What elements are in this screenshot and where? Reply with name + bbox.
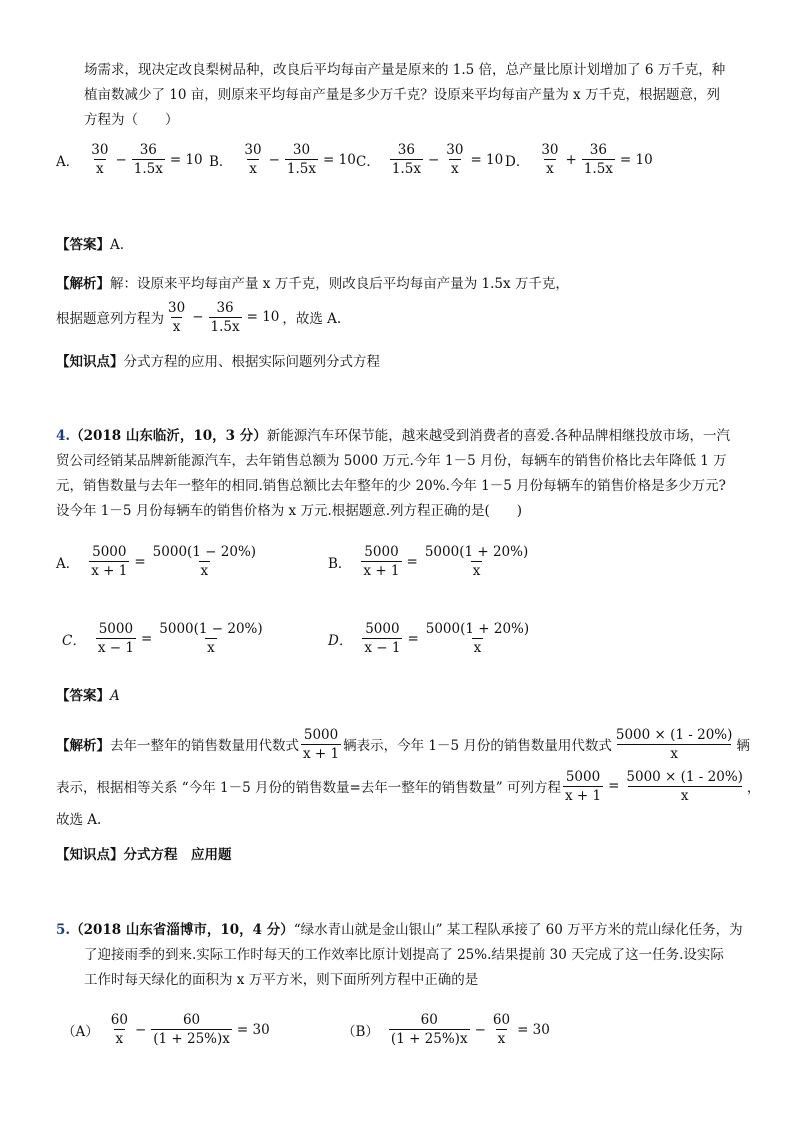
equation-rhs: = 10 (323, 151, 356, 168)
fraction-numerator: 5000 (365, 621, 400, 637)
operator: − (427, 151, 440, 168)
q5-stem-line: 工作时每天绿化的面积为 x 万平方米，则下面所列方程中正确的是 (84, 972, 479, 988)
fraction-denominator: (1 + 25%)x (153, 1031, 230, 1047)
q4-stem-line: 设今年 1－5 月份每辆车的销售价格为 x 万元.根据题意.列方程正确的是( ) (56, 503, 523, 519)
analysis-text: 解：设原来平均每亩产量 x 万千克，则改良后平均每亩产量为 1.5x 万千克， (110, 276, 569, 292)
fraction-denominator: x + 1 (91, 563, 128, 579)
fraction (285, 141, 318, 178)
q4-stem (56, 424, 746, 524)
equation-rhs: = 10 (619, 151, 653, 168)
q4-stem-line: 元，销售数量与去年一整年的相同.销售总额比去年整年的少 20%.今年 1－5 月份每辆车的销售价格是多少万元? (56, 478, 726, 494)
equation (537, 141, 655, 178)
q3-answer (56, 233, 746, 258)
fraction-denominator: x (617, 744, 731, 763)
option-label: B． (328, 555, 352, 572)
fraction-numerator: 36 (139, 142, 157, 158)
fraction-denominator: x (472, 563, 481, 579)
q5-stem (56, 918, 746, 993)
option-label: （A） (62, 1023, 99, 1040)
q4-answer (56, 684, 746, 709)
option-label: A． (56, 153, 80, 170)
q3-stem-line: 植亩数减少了 10 亩，则原来平均每亩产量是多少万千克？设原来平均每亩产量为 x 万千克，根据题意，列 (84, 87, 720, 103)
option (328, 620, 533, 657)
fraction-denominator: 1.5x (583, 161, 613, 177)
fraction-denominator: x (628, 786, 742, 805)
analysis-tag: 【解析】 (56, 738, 110, 754)
q4-analysis-line3: 故选 A. (56, 812, 102, 828)
fraction-denominator: x + 1 (303, 745, 340, 762)
knowledge-tag: 【知识点】 (56, 847, 124, 863)
knowledge-text: 分式方程的应用、根据实际问题列分式方程 (123, 354, 380, 370)
analysis-text: ，故选 A. (282, 311, 342, 327)
equation (107, 1011, 273, 1048)
option (56, 141, 206, 178)
analysis-text: 根据题意列方程为 (56, 311, 164, 327)
equation-rhs: = 30 (236, 1021, 270, 1038)
operator: = (407, 630, 419, 647)
analysis-fraction (301, 726, 341, 763)
equation (94, 620, 267, 657)
analysis-fraction (563, 768, 603, 805)
q5-stem-line (56, 918, 746, 943)
q5-stem-text: “绿水青山就是金山银山” 某工程队承接了 60 万平方米的荒山绿化任务，为 (293, 922, 743, 938)
q4-stem-line (56, 424, 746, 449)
operator: = (134, 553, 146, 570)
option-label: C． (356, 153, 380, 170)
option (62, 1011, 273, 1048)
analysis-equation (164, 299, 282, 336)
fraction-denominator: x (473, 640, 482, 656)
fraction-numerator: 5000(1 + 20%) (425, 621, 530, 637)
equation (87, 543, 260, 580)
fraction-denominator: x (497, 1031, 506, 1047)
fraction-denominator: x (207, 640, 215, 656)
equation (360, 620, 533, 657)
fraction-numerator: 60 (492, 1012, 511, 1028)
equation (240, 141, 358, 178)
question-number: 5. (56, 922, 71, 938)
fraction (157, 620, 264, 657)
option-label: C． (62, 632, 86, 649)
answer-tag: 【答案】 (56, 688, 110, 704)
fraction (89, 141, 110, 178)
operator: + (565, 151, 577, 168)
fraction-numerator: 30 (541, 142, 559, 158)
fraction (96, 620, 136, 657)
fraction-denominator: 1.5x (286, 161, 317, 177)
knowledge-text: 分式方程 应用题 (123, 847, 232, 863)
fraction-numerator: 30 (446, 142, 464, 158)
option-label: （B） (342, 1023, 379, 1040)
fraction (151, 1011, 232, 1048)
fraction (242, 141, 263, 178)
q3-knowledge (56, 350, 746, 375)
fraction-denominator: x (115, 1031, 124, 1047)
fraction (362, 620, 402, 657)
analysis-fraction (614, 726, 735, 763)
analysis-text: 表示，根据相等关系 “今年 1－5 月份的销售数量=去年一整年的销售数量” 可列方程 (56, 780, 561, 796)
q4-stem-text: 新能源汽车环保节能，越来越受到消费者的喜爱.各种品牌相继投放市场，一汽 (266, 428, 731, 444)
analysis-text: ， (746, 780, 761, 796)
fraction-denominator: 1.5x (391, 161, 421, 177)
q3-stem-line: 方程为（ ） (84, 112, 179, 128)
fraction (390, 141, 423, 178)
equation (164, 299, 282, 336)
fraction-numerator: 60 (110, 1012, 128, 1028)
fraction-denominator: 1.5x (210, 318, 240, 335)
equation-rhs: = 10 (169, 151, 203, 168)
operator: = (406, 553, 418, 570)
fraction-denominator: x + 1 (363, 563, 400, 579)
fraction (539, 141, 560, 178)
answer-value: A (110, 688, 120, 704)
option (209, 141, 359, 178)
fraction-numerator: 5000(1 + 20%) (424, 544, 529, 560)
fraction (389, 1011, 470, 1048)
question-source: （2018 山东省淄博市，10，4 分） (70, 922, 294, 938)
fraction-denominator: x (546, 161, 554, 177)
operator: = (140, 630, 153, 647)
fraction-numerator: 5000 (565, 768, 601, 785)
answer-value: A. (110, 237, 125, 253)
option (328, 543, 532, 580)
q5-stem-line: 了迎接雨季的到来.实际工作时每天的工作效率比原计划提高了 25%.结果提前 30 天完成了这一任务.设实际 (84, 947, 724, 963)
fraction-numerator: 5000 (98, 621, 134, 637)
equation-rhs: = 30 (517, 1021, 550, 1038)
fraction (166, 299, 187, 336)
fraction-numerator: 30 (292, 142, 311, 158)
fraction-denominator: x (172, 318, 181, 335)
q4-stem-line: 贸公司经销某品牌新能源汽车，去年销售总额为 5000 万元.今年 1－5 月份，每辆车的销售价格比去年降低 1 万 (56, 453, 727, 469)
operator: − (268, 151, 280, 168)
fraction-denominator: x − 1 (364, 640, 401, 656)
fraction-denominator: x + 1 (564, 787, 602, 804)
fraction (423, 543, 530, 580)
fraction (109, 1011, 130, 1048)
fraction-denominator: x (451, 161, 459, 177)
fraction-denominator: x − 1 (97, 640, 134, 656)
q4-knowledge (56, 843, 746, 868)
fraction-numerator: 5000 (303, 726, 339, 743)
option (505, 141, 656, 178)
fraction-numerator: 30 (91, 142, 109, 158)
fraction (132, 141, 165, 178)
fraction-denominator: x (200, 563, 209, 579)
equation-rhs: = 10 (470, 151, 504, 168)
fraction-numerator: 5000(1 − 20%) (152, 544, 257, 560)
q3-analysis-eq-line (56, 296, 341, 338)
equation (388, 141, 506, 178)
option (56, 543, 260, 580)
analysis-fraction (624, 768, 745, 805)
fraction-numerator: 60 (182, 1012, 201, 1028)
operator: − (115, 151, 127, 168)
equation (387, 1011, 553, 1048)
analysis-text: 辆表示，今年 1－5 月份的销售数量用代数式 (343, 738, 612, 754)
equation (87, 141, 205, 178)
analysis-tag: 【解析】 (56, 276, 110, 292)
fraction (209, 299, 242, 336)
operator: − (474, 1021, 486, 1038)
question-source: （2018 山东临沂，10，3 分） (70, 428, 267, 444)
fraction-denominator: 1.5x (133, 161, 163, 177)
option-label: B． (209, 153, 233, 170)
operator: − (134, 1021, 147, 1038)
analysis-text: 辆 (736, 738, 750, 754)
fraction-numerator: 36 (589, 142, 607, 158)
q4-analysis-line2: 表示，根据相等关系 “今年 1－5 月份的销售数量=去年一整年的销售数量” 可列方程 $\frac{5000}{x + 1}$ = $\frac{5000 \times (1 - 20\%)}{x}$ ， (56, 768, 761, 804)
option (342, 1011, 553, 1048)
analysis-text: 去年一整年的销售数量用代数式 (110, 738, 299, 754)
fraction-numerator: 5000 × (1 - 20%) (626, 768, 743, 785)
fraction (424, 620, 531, 657)
fraction-numerator: 60 (420, 1012, 438, 1028)
fraction-numerator: 36 (397, 142, 415, 158)
fraction (361, 543, 401, 580)
option-label: D． (505, 153, 530, 170)
q4-analysis-line1 (56, 722, 750, 766)
option (356, 141, 506, 178)
fraction-denominator: x (249, 161, 257, 177)
fraction-numerator: 30 (168, 299, 186, 316)
q3-analysis (56, 272, 746, 297)
fraction-numerator: 5000 (92, 544, 127, 560)
fraction-denominator: x (96, 161, 104, 177)
knowledge-tag: 【知识点】 (56, 354, 124, 370)
equation (359, 543, 532, 580)
question-number: 4. (56, 428, 71, 444)
fraction-numerator: 36 (216, 299, 234, 316)
q3-stem (84, 58, 754, 133)
fraction-numerator: 5000 × (1 - 20%) (615, 726, 733, 743)
fraction (491, 1011, 512, 1048)
equation-rhs: = 10 (246, 309, 280, 325)
option-label: D． (328, 632, 353, 649)
answer-tag: 【答案】 (56, 237, 110, 253)
operator: − (192, 309, 204, 325)
fraction-numerator: 5000 (364, 544, 399, 560)
fraction-denominator: (1 + 25%)x (390, 1031, 468, 1047)
fraction (151, 543, 258, 580)
fraction (582, 141, 615, 178)
fraction-numerator: 5000(1 − 20%) (159, 621, 263, 637)
fraction-numerator: 30 (244, 142, 262, 158)
option-label: A． (56, 555, 80, 572)
q3-stem-line: 场需求，现决定改良梨树品种，改良后平均每亩产量是原来的 1.5 倍，总产量比原计划增加了 6 万千克，种 (84, 62, 726, 78)
fraction (89, 543, 129, 580)
fraction (444, 141, 465, 178)
option (62, 620, 267, 657)
